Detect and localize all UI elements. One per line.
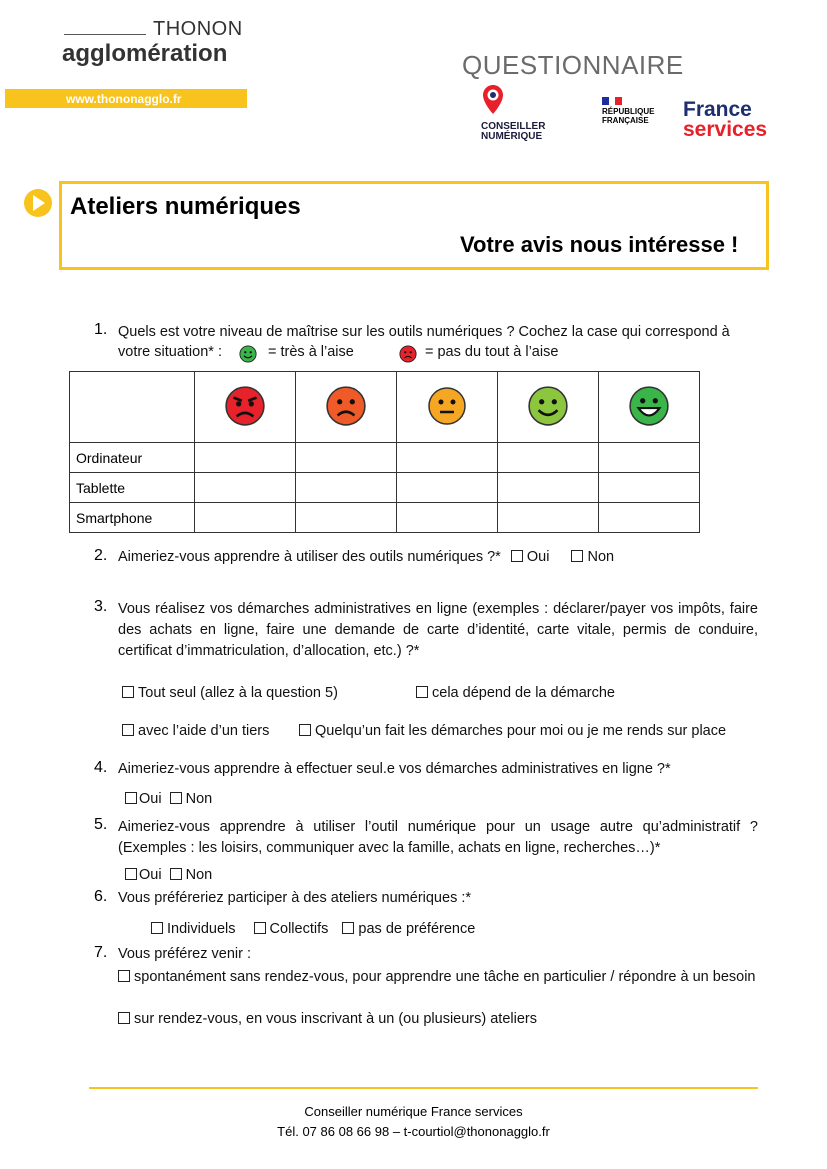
question-5-text: Aimeriez-vous apprendre à utiliser l’outil numérique pour un usage autre qu’administratif ? (Exemples : les loisirs, communiquer avec la famille, achats en ligne, recherches…)*	[118, 819, 758, 856]
q4-yes-checkbox[interactable]	[125, 792, 137, 804]
q6-coll-checkbox[interactable]	[254, 922, 266, 934]
logo-name: agglomération	[62, 40, 228, 67]
logo-url[interactable]: www.thononagglo.fr	[66, 92, 182, 106]
table-header-cell	[599, 372, 700, 443]
smile-face-icon	[527, 385, 569, 427]
table-corner-cell	[70, 372, 195, 443]
question-2-text: Aimeriez-vous apprendre à utiliser des outils numériques ?*	[118, 549, 501, 565]
question-7-text: Vous préférez venir :	[118, 946, 251, 962]
q3-depends-label: cela dépend de la démarche	[432, 685, 615, 701]
question-1-number: 1.	[94, 321, 108, 338]
footer-title: Conseiller numérique France services	[304, 1104, 523, 1119]
table-header-cell	[498, 372, 599, 443]
row-label: Smartphone	[70, 503, 195, 533]
footer-divider	[89, 1087, 758, 1089]
legend-good-label: = très à l’aise	[268, 344, 354, 360]
rating-cell[interactable]	[599, 443, 700, 473]
page-subtitle: Votre avis nous intéresse !	[460, 232, 739, 257]
grin-face-icon	[628, 385, 670, 427]
q6-none-checkbox[interactable]	[342, 922, 354, 934]
neutral-face-icon	[427, 386, 467, 426]
document-title: QUESTIONNAIRE	[462, 50, 684, 80]
q3-alone-checkbox[interactable]	[122, 686, 134, 698]
q5-options	[125, 867, 212, 883]
q4-yes-label: Oui	[139, 791, 162, 807]
table-row	[70, 473, 700, 503]
republique-flag-icon	[602, 97, 622, 105]
rating-cell[interactable]	[599, 503, 700, 533]
question-4-number: 4.	[94, 759, 108, 776]
q2-no-checkbox[interactable]	[571, 550, 583, 562]
q3-someone-label: Quelqu’un fait les démarches pour moi ou je me rends sur place	[315, 723, 727, 739]
question-2-line	[118, 549, 614, 565]
rating-cell[interactable]	[498, 473, 599, 503]
sad-face-icon	[325, 385, 367, 427]
footer-contact: Tél. 07 86 08 66 98 – t-courtiol@thononagglo.fr	[277, 1124, 550, 1139]
q4-no-label: Non	[185, 791, 213, 807]
table-row	[70, 443, 700, 473]
q2-yes-checkbox[interactable]	[511, 550, 523, 562]
question-1-text: Quels est votre niveau de maîtrise sur les outils numériques ? Cochez la case qui correspond à	[118, 324, 730, 340]
q3-help-checkbox[interactable]	[122, 724, 134, 736]
q6-none-label: pas de préférence	[358, 921, 476, 937]
q6-indiv-label: Individuels	[167, 921, 236, 937]
france-services-logo-line2: services	[683, 118, 768, 141]
q3-depends-checkbox[interactable]	[416, 686, 428, 698]
rating-cell[interactable]	[195, 473, 296, 503]
question-2-number: 2.	[94, 547, 108, 564]
angry-face-icon	[224, 385, 266, 427]
row-label: Ordinateur	[70, 443, 195, 473]
question-3-number: 3.	[94, 598, 108, 615]
table-header-cell	[397, 372, 498, 443]
q2-no-label: Non	[587, 549, 615, 565]
question-3-text: Vous réalisez vos démarches administratives en ligne (exemples : déclarer/payer vos impôts, faire des achats en ligne, faire une demande de carte d’identité, carte vitale, permis de conduire, certificat d’immatriculation, d’allocation, etc.) ?*	[118, 601, 758, 659]
france-services-logo-line1: France	[683, 98, 752, 121]
q7-spont-checkbox[interactable]	[118, 970, 130, 982]
sad-face-icon	[399, 345, 417, 363]
q4-options	[125, 791, 212, 807]
play-arrow-triangle	[33, 195, 45, 211]
rating-cell[interactable]	[498, 443, 599, 473]
q5-no-label: Non	[185, 867, 213, 883]
skills-table	[69, 371, 700, 533]
rating-cell[interactable]	[195, 503, 296, 533]
table-header-cell	[296, 372, 397, 443]
q6-indiv-checkbox[interactable]	[151, 922, 163, 934]
question-5-number: 5.	[94, 816, 108, 833]
logo-rule	[64, 34, 146, 35]
q4-no-checkbox[interactable]	[170, 792, 182, 804]
conseiller-numerique-logo: CONSEILLER NUMÉRIQUE	[481, 121, 546, 142]
q6-options	[151, 921, 475, 937]
q5-yes-label: Oui	[139, 867, 162, 883]
q6-coll-label: Collectifs	[269, 921, 329, 937]
q3-alone-label: Tout seul (allez à la question 5)	[138, 685, 338, 701]
q5-no-checkbox[interactable]	[170, 868, 182, 880]
q3-option-alone	[122, 685, 338, 701]
page-title: Ateliers numériques	[70, 193, 301, 220]
rating-cell[interactable]	[296, 503, 397, 533]
q3-option-someone	[299, 723, 726, 739]
rating-cell[interactable]	[397, 503, 498, 533]
row-label: Tablette	[70, 473, 195, 503]
table-row	[70, 503, 700, 533]
question-1-prefix: votre situation* :	[118, 344, 222, 360]
smile-face-icon	[239, 345, 257, 363]
q7-rdv-checkbox[interactable]	[118, 1012, 130, 1024]
question-4-text: Aimeriez-vous apprendre à effectuer seul.e vos démarches administratives en ligne ?*	[118, 761, 671, 777]
logo-brand: THONON	[153, 18, 243, 40]
q7-option-spont	[118, 967, 758, 988]
q3-option-help	[122, 723, 269, 739]
republique-francaise-logo: RÉPUBLIQUE FRANÇAISE	[602, 107, 655, 125]
rating-cell[interactable]	[397, 443, 498, 473]
rating-cell[interactable]	[296, 473, 397, 503]
q5-yes-checkbox[interactable]	[125, 868, 137, 880]
legend-bad-label: = pas du tout à l’aise	[425, 344, 559, 360]
rating-cell[interactable]	[397, 473, 498, 503]
question-7-number: 7.	[94, 944, 108, 961]
rating-cell[interactable]	[599, 473, 700, 503]
q7-spont-label: spontanément sans rendez-vous, pour apprendre une tâche en particulier / répondre à un besoin	[134, 969, 756, 985]
question-6-number: 6.	[94, 888, 108, 905]
rating-cell[interactable]	[195, 443, 296, 473]
rating-cell[interactable]	[296, 443, 397, 473]
table-header-row	[70, 372, 700, 443]
q3-option-depends	[416, 685, 615, 701]
q2-yes-label: Oui	[526, 549, 550, 565]
q7-rdv-label: sur rendez-vous, en vous inscrivant à un (ou plusieurs) ateliers	[134, 1011, 537, 1027]
q7-option-rdv	[118, 1011, 537, 1027]
location-pin-icon	[482, 84, 504, 120]
rating-cell[interactable]	[498, 503, 599, 533]
q3-someone-checkbox[interactable]	[299, 724, 311, 736]
table-header-cell	[195, 372, 296, 443]
question-6-text: Vous préféreriez participer à des ateliers numériques :*	[118, 890, 472, 906]
q3-help-label: avec l’aide d’un tiers	[138, 723, 270, 739]
